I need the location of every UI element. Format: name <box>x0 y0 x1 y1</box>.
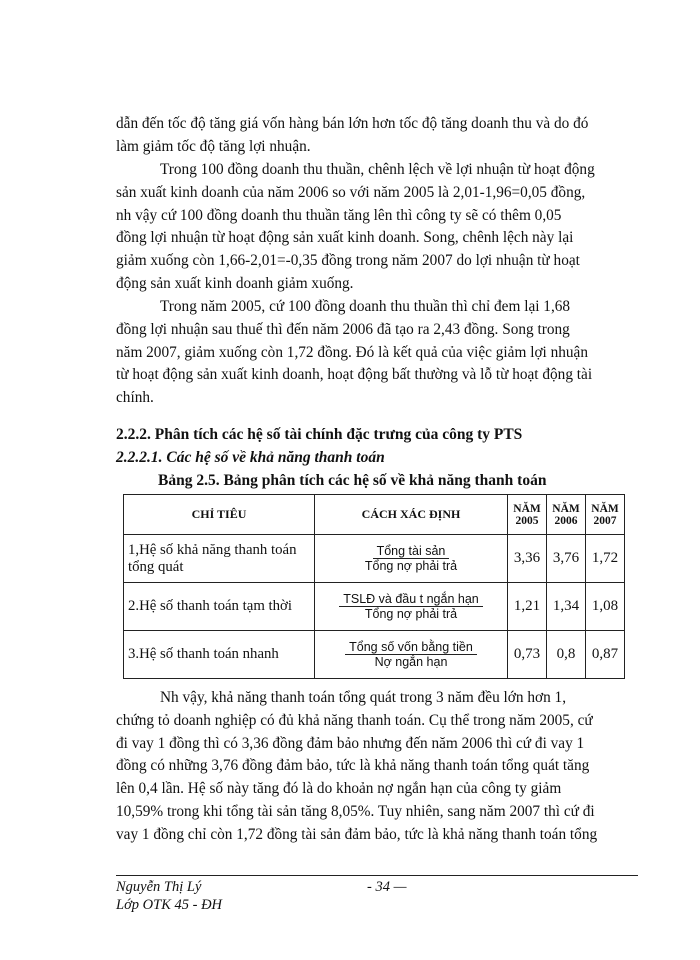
formula-numerator: Tổng tài sản <box>373 544 450 559</box>
text-line: năm 2007, giảm xuống còn 1,72 đồng. Đó là kết quả của việc giảm lợi nhuận <box>116 343 588 361</box>
text-line: đồng lợi nhuận từ hoạt động sản xuất kinh doanh. Song, chênh lệch này lại <box>116 229 574 247</box>
text-line: lên 0,4 lần. Hệ số này tăng đó là do khoản nợ ngắn hạn của công ty giảm <box>116 780 562 798</box>
indicator-name: 3.Hệ số thanh toán nhanh <box>128 646 279 662</box>
indicator-name-cont: tổng quát <box>128 558 184 575</box>
formula-cell <box>315 583 508 631</box>
indicator-name: 2.Hệ số thanh toán tạm thời <box>128 598 292 614</box>
text-line: chứng tỏ doanh nghiệp có đủ khả năng thanh toán. Cụ thể trong năm 2005, cứ <box>116 711 593 729</box>
formula-numerator: Tổng số vốn bằng tiền <box>345 640 477 655</box>
value-cell: 1,21 <box>508 583 547 631</box>
subsection-heading: 2.2.2.1. Các hệ số về khả năng thanh toán <box>116 449 385 466</box>
text-line: vay 1 đồng chỉ còn 1,72 đồng tài sản đảm bảo, tức là khả năng thanh toán tổng <box>116 825 598 843</box>
column-header-year: NĂM 2005 <box>508 495 547 535</box>
indicator-name: 1,Hệ số khả năng thanh toán <box>128 541 297 558</box>
value-cell: 3,36 <box>508 535 547 583</box>
text-line: Trong năm 2005, cứ 100 đồng doanh thu thuần thì chỉ đem lại 1,68 <box>160 298 571 315</box>
liquidity-ratio-table <box>123 494 625 679</box>
table-header-row <box>124 495 625 535</box>
formula-denominator: Nợ ngắn hạn <box>374 655 448 669</box>
column-header-indicator: CHỈ TIÊU <box>124 495 315 535</box>
indicator-cell <box>124 631 315 679</box>
formula-cell <box>315 631 508 679</box>
text-line: chính. <box>116 389 154 407</box>
formula-cell <box>315 535 508 583</box>
table-row <box>124 535 625 583</box>
value-cell: 0,8 <box>547 631 586 679</box>
text-line: đồng có những 3,76 đồng đảm bảo, tức là khả năng thanh toán tổng quát tăng <box>116 757 590 775</box>
text-line: làm giảm tốc độ tăng lợi nhuận. <box>116 137 311 155</box>
text-line: sản xuất kinh doanh của năm 2006 so với năm 2005 là 2,01-1,96=0,05 đồng, <box>116 183 586 201</box>
value-cell: 1,72 <box>586 535 625 583</box>
footer-author: Nguyễn Thị Lý <box>116 879 202 895</box>
value-cell: 3,76 <box>547 535 586 583</box>
footer-divider <box>116 875 638 876</box>
indicator-cell <box>124 535 315 583</box>
value-cell: 0,73 <box>508 631 547 679</box>
text-line: động sản xuất kinh doanh giảm xuống. <box>116 274 354 292</box>
page-number: - 34 — <box>367 879 407 895</box>
text-line: giảm xuống còn 1,66-2,01=-0,35 đồng trong năm 2007 do lợi nhuận từ hoạt <box>116 252 580 270</box>
table-caption: Bảng 2.5. Bảng phân tích các hệ số về khả năng thanh toán <box>158 472 547 489</box>
section-heading: 2.2.2. Phân tích các hệ số tài chính đặc trưng của công ty PTS <box>116 426 523 443</box>
paragraph-net-profit <box>116 296 636 410</box>
text-line: đi vay 1 đồng thì có 3,36 đồng đảm bảo nhưng đến năm 2006 thì cứ đi vay 1 <box>116 734 585 752</box>
text-line: Trong 100 đồng doanh thu thuần, chênh lệch về lợi nhuận từ hoạt động <box>160 161 595 178</box>
text-line: 10,59% trong khi tổng tài sản tăng 8,05%. Tuy nhiên, sang năm 2007 thì cứ đi <box>116 802 595 820</box>
table-row <box>124 631 625 679</box>
value-cell: 1,34 <box>547 583 586 631</box>
formula-denominator: Tổng nợ phải trả <box>364 607 458 621</box>
paragraph-profit-difference <box>116 159 636 296</box>
text-line: Nh vậy, khả năng thanh toán tổng quát trong 3 năm đều lớn hơn 1, <box>160 689 567 706</box>
indicator-cell <box>124 583 315 631</box>
text-line: từ hoạt động sản xuất kinh doanh, hoạt động bất thường và lỗ từ hoạt động tài <box>116 366 593 384</box>
column-header-year: NĂM 2006 <box>547 495 586 535</box>
footer-class: Lớp OTK 45 - ĐH <box>116 897 223 913</box>
value-cell: 0,87 <box>586 631 625 679</box>
formula-numerator: TSLĐ và đầu t ngắn hạn <box>339 592 483 607</box>
formula-denominator: Tổng nợ phải trả <box>364 559 458 573</box>
paragraph-analysis <box>116 687 636 847</box>
text-line: đồng lợi nhuận sau thuế thì đến năm 2006 đã tạo ra 2,43 đồng. Song trong <box>116 320 570 338</box>
column-header-method: CÁCH XÁC ĐỊNH <box>315 495 508 535</box>
text-line: dẫn đến tốc độ tăng giá vốn hàng bán lớn hơn tốc độ tăng doanh thu và do đó <box>116 115 589 132</box>
paragraph-conclusion <box>116 113 636 159</box>
value-cell: 1,08 <box>586 583 625 631</box>
column-header-year: NĂM 2007 <box>586 495 625 535</box>
table-row <box>124 583 625 631</box>
text-line: nh vậy cứ 100 đồng doanh thu thuần tăng lên thì công ty sẽ có thêm 0,05 <box>116 206 562 224</box>
